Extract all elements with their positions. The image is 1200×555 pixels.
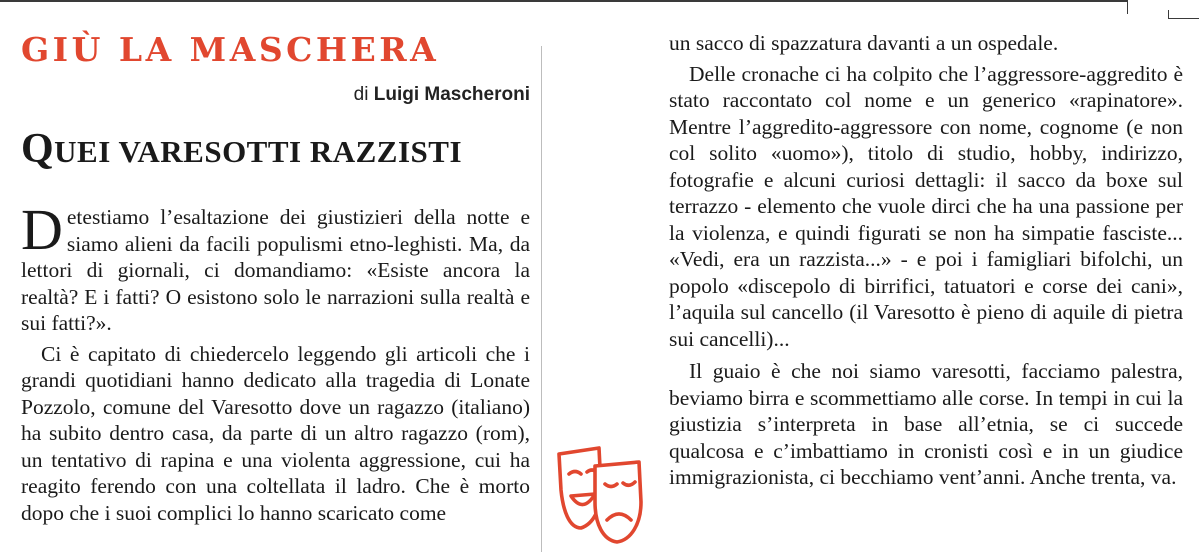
article-body-left — [21, 197, 530, 526]
article-headline — [21, 125, 530, 176]
theater-masks-icon — [555, 444, 647, 546]
paragraph-1: Detestiamo l’esaltazione dei giustizieri della notte e siamo alieni da facili populismi etno-leghisti. Ma, da lettori di giornali, ci domandiamo: «Esiste ancora la realtà? E i fatti? O esistono solo le narrazioni sulla realtà e sui fatti?». — [21, 197, 530, 336]
byline-prefix: di — [353, 84, 369, 105]
byline-author: Luigi Mascheroni — [373, 84, 530, 105]
column-divider — [541, 46, 542, 552]
top-rule-tick — [1127, 0, 1128, 14]
paragraph-2: Ci è capitato di chiedercelo leggendo gli articoli che i grandi quotidiani hanno dedicato alla tragedia di Lonate Pozzolo, comune del Varesotto dove un ragazzo (italiano) ha subito dentro casa, da parte di un altro ragazzo (rom), un tentativo di rapina e una violenta aggressione, cui ha reagito ferendo con una coltellata il ladro. Che è morto dopo che i suoi complici lo hanno scaricato come — [21, 341, 530, 525]
paragraph-3: Delle cronache ci ha colpito che l’aggressore-aggredito è stato raccontato col nome e un generico «rapinatore». Mentre l’aggredito-aggressore con nome, cognome (e non col solito «uomo»), titolo di studio, hobby, indirizzo, fotografie e alcuni curiosi dettagli: il sacco da boxe sul terrazzo - elemento che vuole dirci che ha una passione per la violenza, e quindi figurati se non ha simpatie fasciste... «Vedi, era un razzista...» - e poi i famigliari bifolchi, un popolo «discepolo di birrifici, tatuatori e corse dei cani», l’aquila sul cancello (il Varesotto è pieno di aquile di pietra sui cancelli)... — [669, 61, 1183, 351]
corner-frame — [1168, 10, 1199, 19]
top-rule — [0, 0, 1128, 2]
drop-cap: D — [21, 197, 63, 263]
column-kicker: GIÙ LA MASCHERA — [21, 30, 440, 69]
paragraph-2-continued: un sacco di spazzatura davanti a un ospedale. — [669, 31, 1059, 55]
article-body-right — [669, 30, 1183, 491]
headline-rest: UEI VARESOTTI RAZZISTI — [54, 134, 463, 169]
headline-initial: Q — [21, 126, 55, 172]
paragraph-4: Il guaio è che noi siamo varesotti, facciamo palestra, beviamo birra e scommettiamo alle corse. In tempi in cui la giustizia s’interpreta in base all’etnia, se ci succede qualcosa e c’imbattiamo in cronisti così e in un giudice immigrazionista, ci becchiamo vent’anni. Anche trenta, va. — [669, 359, 1183, 489]
left-column — [21, 30, 530, 526]
byline — [21, 83, 530, 107]
right-column — [669, 30, 1183, 491]
